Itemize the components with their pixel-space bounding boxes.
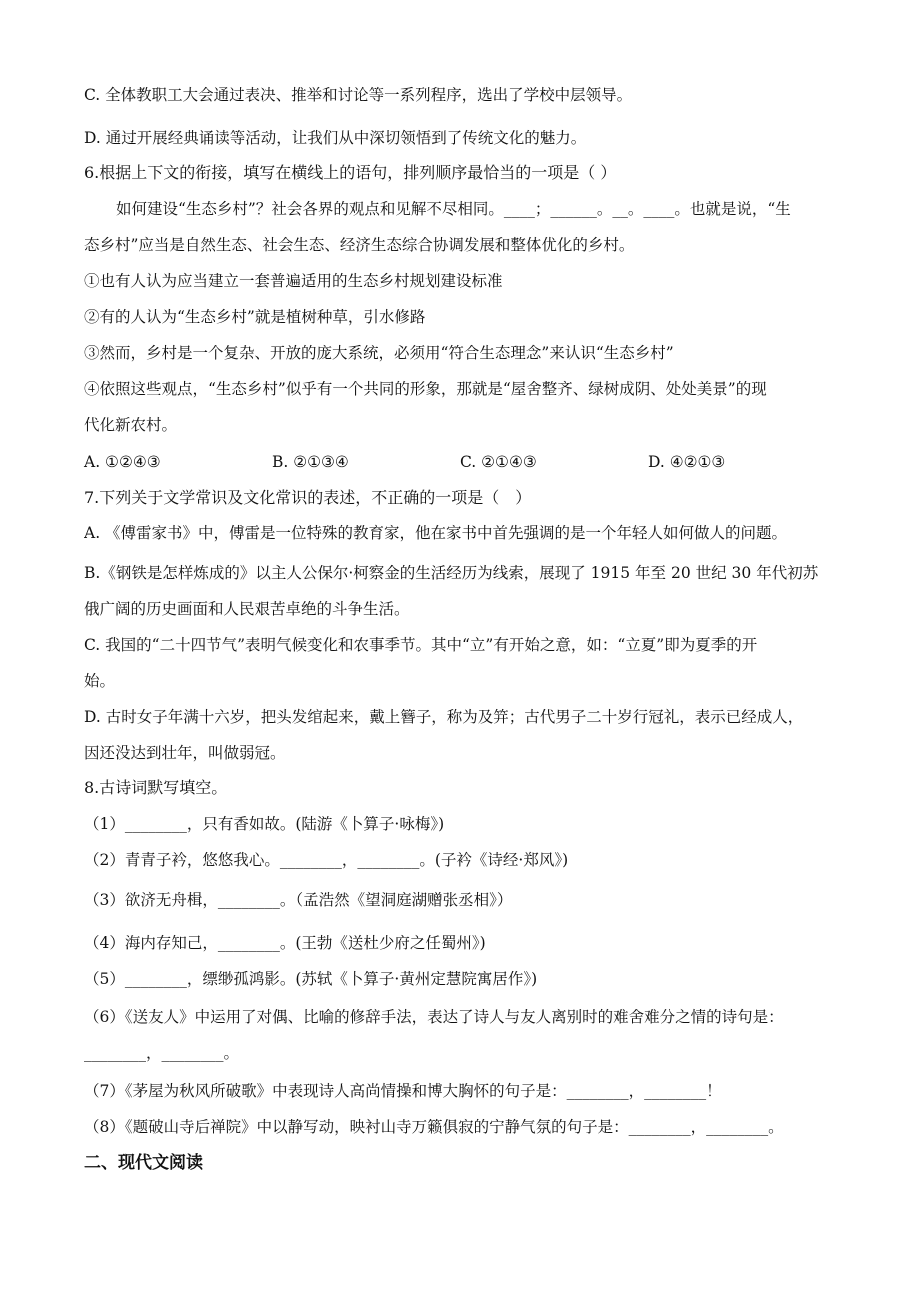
q8-item-2: （2）青青子衿，悠悠我心。________，________。(子衿《诗经·郑风》) [84, 851, 569, 869]
q7-question: 7.下列关于文学常识及文化常识的表述，不正确的一项是（ ） [84, 488, 532, 507]
q6-sentence-4-cont: 代化新农村。 [84, 416, 178, 434]
q6-sentence-3: ③然而，乡村是一个复杂、开放的庞大系统，必须用“符合生态理念”来认识“生态乡村” [84, 344, 674, 362]
q6-sentence-1: ①也有人认为应当建立一套普遍适用的生态乡村规划建设标准 [84, 272, 503, 290]
q7-option-d-cont: 因还没达到壮年，叫做弱冠。 [84, 744, 286, 762]
q7-option-c: C. 我国的“二十四节气”表明气候变化和农事季节。其中“立”有开始之意，如：“立夏”即为夏季的开 [84, 636, 758, 654]
q7-option-b: B.《钢铁是怎样炼成的》以主人公保尔·柯察金的生活经历为线索，展现了 1915 年至 20 世纪 30 年代初苏 [84, 564, 819, 582]
q6-passage-line-2: 态乡村”应当是自然生态、社会生态、经济生态综合协调发展和整体优化的乡村。 [84, 236, 635, 254]
section-heading-modern-reading: 二、现代文阅读 [84, 1153, 203, 1173]
q7-option-d: D. 古时女子年满十六岁，把头发绾起来，戴上簪子，称为及笄；古代男子二十岁行冠礼，表示已经成人， [84, 708, 804, 726]
q6-question: 6.根据上下文的衔接，填写在横线上的语句，排列顺序最恰当的一项是（ ） [84, 163, 617, 182]
q8-item-1: （1）________，只有香如故。(陆游《卜算子·咏梅》) [84, 815, 445, 833]
q8-item-4: （4）海内存知己，________。(王勃《送杜少府之任蜀州》) [84, 934, 486, 952]
q5-option-c: C. 全体教职工大会通过表决、推举和讨论等一系列程序，选出了学校中层领导。 [84, 86, 633, 104]
q8-item-6: （6）《送友人》中运用了对偶、比喻的修辞手法，表达了诗人与友人离别时的难舍难分之情的诗句是： [84, 1008, 784, 1026]
q6-option-a: A. ①②④③ [84, 453, 161, 471]
q8-question: 8.古诗词默写填空。 [84, 778, 228, 797]
q7-option-c-cont: 始。 [84, 672, 116, 690]
q6-passage-line-1: 如何建设“生态乡村”？社会各界的观点和见解不尽相同。____；______。__。____。也就是说，“生 [116, 200, 791, 218]
q6-option-c: C. ②①④③ [460, 453, 537, 471]
q8-item-6-blanks: ________，________。 [84, 1044, 240, 1062]
q8-item-7: （7）《茅屋为秋风所破歌》中表现诗人高尚情操和博大胸怀的句子是：________，________！ [84, 1082, 722, 1100]
q8-item-8: （8）《题破山寺后禅院》中以静写动，映衬山寺万籁俱寂的宁静气氛的句子是：________，________。 [84, 1118, 784, 1136]
q6-sentence-2: ②有的人认为“生态乡村”就是植树种草，引水修路 [84, 308, 426, 326]
q6-sentence-4: ④依照这些观点，“生态乡村”似乎有一个共同的形象，那就是“屋舍整齐、绿树成阴、处处美景”的现 [84, 380, 767, 398]
q7-option-b-cont: 俄广阔的历史画面和人民艰苦卓绝的斗争生活。 [84, 600, 410, 618]
q8-item-3: （3）欲济无舟楫，________。（孟浩然《望洞庭湖赠张丞相》） [84, 891, 513, 909]
q8-item-5: （5）________，缥缈孤鸿影。(苏轼《卜算子·黄州定慧院寓居作》) [84, 970, 538, 988]
q7-option-a: A. 《傅雷家书》中，傅雷是一位特殊的教育家，他在家书中首先强调的是一个年轻人如何做人的问题。 [84, 524, 788, 542]
q6-option-b: B. ②①③④ [272, 453, 349, 471]
q6-option-d: D. ④②①③ [648, 453, 726, 471]
q5-option-d: D. 通过开展经典诵读等活动，让我们从中深切领悟到了传统文化的魅力。 [84, 129, 587, 147]
